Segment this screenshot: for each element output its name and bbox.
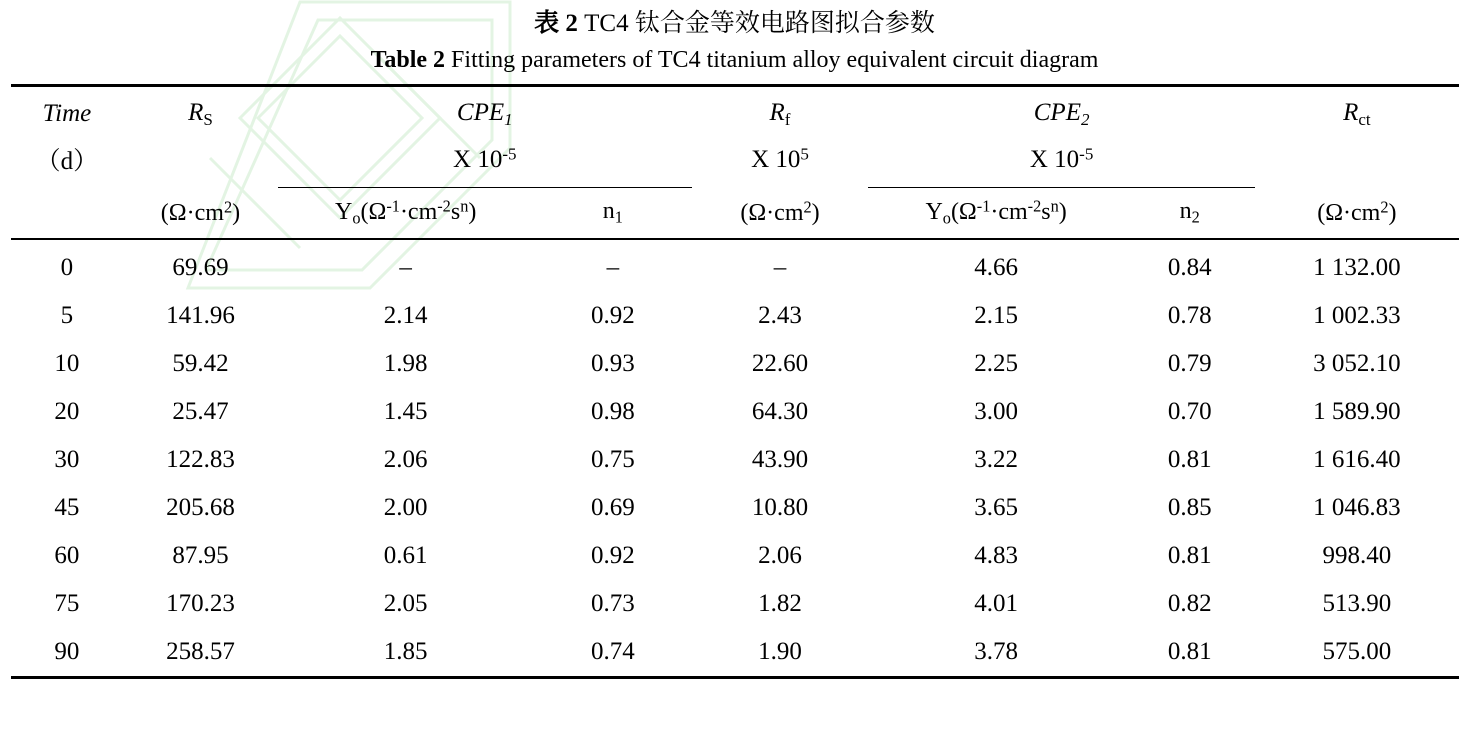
cell-cpe2-y0: 2.25 [974, 349, 1018, 377]
cell-cpe2-y0: 3.78 [974, 637, 1018, 665]
header-cpe1-scale: X $10^{-5}$ [453, 144, 517, 174]
cell-cpe2-n: 0.81 [1167, 637, 1212, 665]
table-row [11, 388, 1459, 436]
cell-cpe1-y0: 2.06 [383, 445, 428, 473]
cell-rct: 1 002.33 [1313, 301, 1401, 329]
table-bottom-rule [11, 677, 1459, 683]
cell-cpe1-y0: 2.05 [383, 589, 428, 617]
cell-cpe1-y0: 0.61 [383, 541, 428, 569]
header-n2: $n_2$ [1179, 198, 1200, 227]
cell-cpe2-n: 0.81 [1167, 541, 1212, 569]
cell-rf: 43.90 [751, 445, 809, 473]
cell-rct: 513.90 [1322, 589, 1392, 617]
cell-cpe1-n: 0.74 [591, 637, 635, 665]
cell-cpe1-n: 0.73 [591, 589, 635, 617]
cell-cpe2-y0: 3.22 [974, 445, 1018, 473]
header-rf: $R_f$ [769, 99, 791, 129]
cell-time: 60 [54, 541, 80, 569]
cell-time: 75 [54, 589, 80, 617]
cell-cpe1-y0: 1.98 [383, 349, 428, 377]
cell-rs: 141.96 [166, 301, 235, 329]
cell-cpe2-y0: 4.66 [974, 253, 1018, 281]
cell-cpe2-y0: 2.15 [974, 301, 1018, 329]
cell-cpe1-n: 0.98 [591, 397, 635, 425]
cell-rf: 2.43 [758, 301, 802, 329]
cell-rct: 575.00 [1322, 637, 1392, 665]
cell-rf: 1.82 [758, 589, 802, 617]
cell-rct: 3 052.10 [1313, 349, 1401, 377]
header-rct-blank [1255, 137, 1458, 181]
cell-cpe1-n: 0.93 [591, 349, 635, 377]
caption-en-text: Fitting parameters of TC4 titanium alloy equivalent circuit diagram [445, 47, 1099, 74]
cell-rf: – [773, 253, 787, 281]
fitting-parameters-table [11, 84, 1459, 683]
table-body [11, 244, 1459, 678]
cell-rs: 258.57 [166, 637, 235, 665]
table-caption-chinese [10, 8, 1459, 39]
cell-rs: 59.42 [172, 349, 229, 377]
header-cpe2: CPE2 [1033, 99, 1090, 129]
cell-rs: 69.69 [172, 253, 229, 281]
cell-rct: 998.40 [1322, 541, 1392, 569]
table-caption-english [10, 45, 1459, 76]
cell-cpe1-y0: 2.00 [383, 493, 428, 521]
table-row [11, 292, 1459, 340]
cell-cpe1-y0: 2.14 [383, 301, 428, 329]
cell-rct: 1 589.90 [1313, 397, 1401, 425]
table-row [11, 580, 1459, 628]
cell-time: 20 [54, 397, 80, 425]
cell-cpe2-n: 0.82 [1167, 589, 1212, 617]
table-row [11, 436, 1459, 484]
cell-cpe2-y0: 4.83 [974, 541, 1018, 569]
document-page [0, 8, 1469, 683]
cell-cpe1-n: 0.75 [591, 445, 635, 473]
cell-rf: 10.80 [751, 493, 809, 521]
cell-cpe2-n: 0.84 [1167, 253, 1212, 281]
cell-cpe1-y0: 1.45 [383, 397, 428, 425]
table-row [11, 484, 1459, 532]
cell-time: 5 [60, 301, 74, 329]
header-row-titles [11, 91, 1459, 137]
cell-time: 10 [54, 349, 80, 377]
cell-cpe2-y0: 3.00 [974, 397, 1018, 425]
header-y0-2-unit: $Y_o(\Omega^{-1}\cdot cm^{-2}s^n)$ [925, 196, 1067, 228]
cell-rct: 1 046.83 [1313, 493, 1401, 521]
header-rs: $R_S$ [188, 99, 213, 129]
cell-cpe2-n: 0.70 [1167, 397, 1212, 425]
cell-rct: 1 132.00 [1313, 253, 1401, 281]
cell-rf: 22.60 [751, 349, 809, 377]
cell-rs: 25.47 [172, 397, 229, 425]
cell-cpe2-y0: 3.65 [974, 493, 1018, 521]
cell-rct: 1 616.40 [1313, 445, 1401, 473]
cell-time: 30 [54, 445, 80, 473]
cell-cpe2-y0: 4.01 [974, 589, 1018, 617]
cell-time: 45 [54, 493, 80, 521]
table-row [11, 532, 1459, 580]
cell-cpe1-y0: – [399, 253, 412, 281]
table-row [11, 340, 1459, 388]
caption-cn-text: TC4 钛合金等效电路图拟合参数 [577, 10, 935, 37]
cell-cpe1-n: 0.69 [591, 493, 635, 521]
header-time-blank [11, 187, 124, 239]
table-row [11, 628, 1459, 678]
cell-time: 90 [54, 637, 80, 665]
cell-cpe2-n: 0.85 [1167, 493, 1212, 521]
header-rs-unit: $(\Omega\cdot cm^2)$ [160, 198, 241, 227]
header-row-multipliers [11, 137, 1459, 181]
caption-cn-prefix: 表 2 [534, 10, 578, 37]
cell-cpe1-n: 0.92 [591, 301, 635, 329]
cell-cpe1-n: – [606, 253, 620, 281]
cell-cpe2-n: 0.79 [1167, 349, 1212, 377]
table-row [11, 244, 1459, 292]
header-time-unit: （d） [35, 148, 99, 176]
header-rf-scale: X $10^5$ [751, 144, 809, 174]
header-rf-unit: $(\Omega\cdot cm^2)$ [740, 198, 820, 227]
cell-rf: 1.90 [758, 637, 802, 665]
header-cpe2-scale: X $10^{-5}$ [1029, 144, 1094, 174]
cell-cpe2-n: 0.78 [1167, 301, 1212, 329]
cell-cpe2-n: 0.81 [1167, 445, 1212, 473]
cell-rf: 2.06 [758, 541, 802, 569]
cell-rs: 205.68 [166, 493, 235, 521]
cell-rs: 87.95 [172, 541, 229, 569]
cell-rs: 170.23 [166, 589, 235, 617]
header-rct: $R_{ct}$ [1343, 99, 1371, 129]
header-row-units [11, 187, 1459, 239]
cell-cpe1-y0: 1.85 [383, 637, 428, 665]
header-n1: $n_1$ [602, 198, 623, 227]
cell-rs: 122.83 [166, 445, 235, 473]
header-rct-unit: $(\Omega\cdot cm^2)$ [1317, 198, 1397, 227]
cell-cpe1-n: 0.92 [591, 541, 635, 569]
caption-en-prefix: Table 2 [370, 47, 446, 74]
header-y0-1-unit: $Y_o(\Omega^{-1}\cdot cm^{-2}s^n)$ [335, 196, 477, 228]
cell-rf: 64.30 [751, 397, 809, 425]
cell-time: 0 [60, 253, 74, 281]
header-rs-blank [123, 137, 277, 181]
header-time: Time [42, 100, 92, 128]
header-cpe1: CPE1 [456, 99, 513, 129]
